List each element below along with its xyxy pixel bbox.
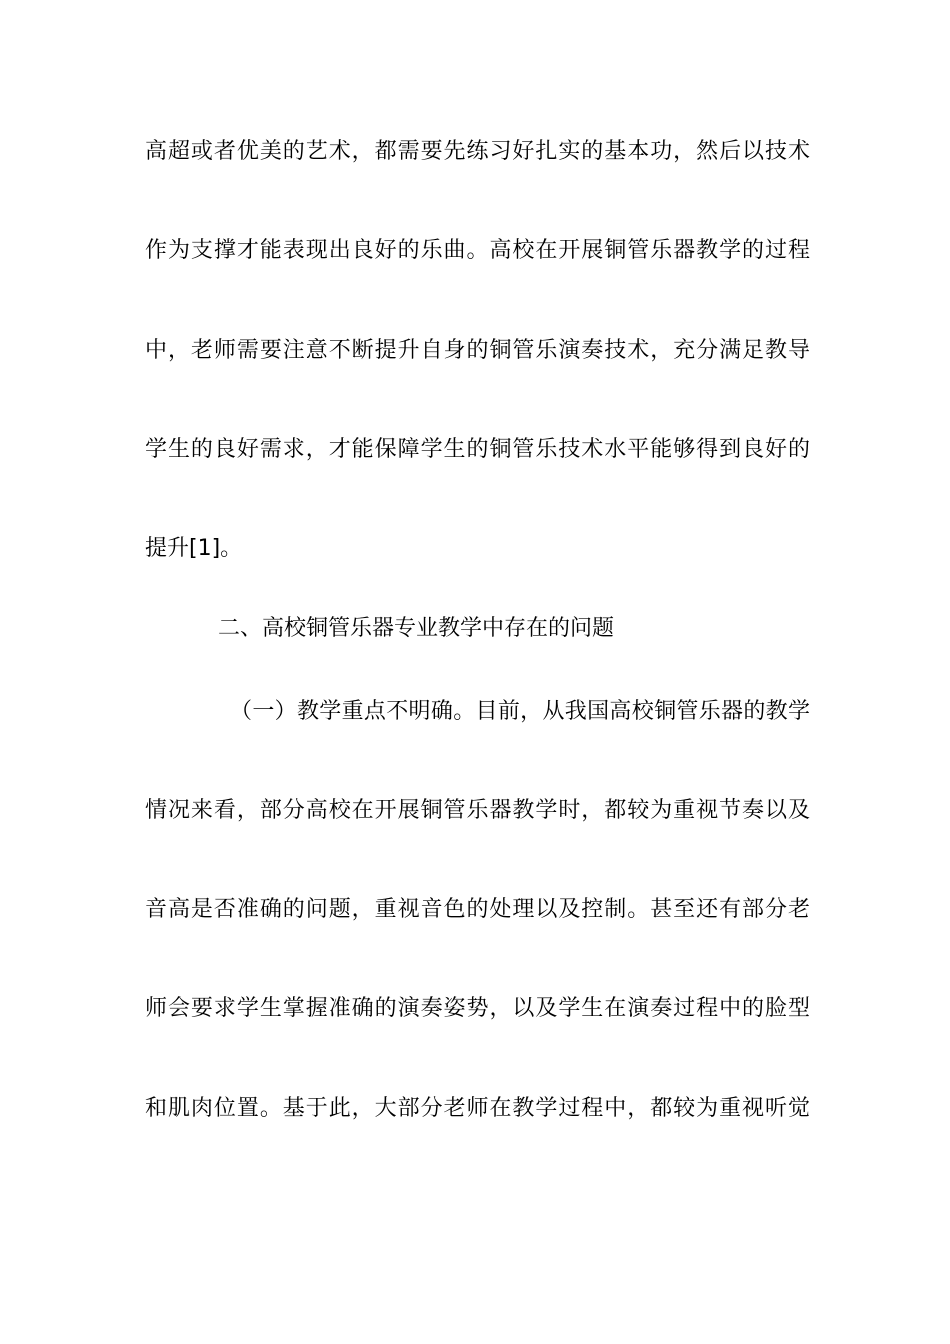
paragraph-line: 音高是否准确的问题，重视音色的处理以及控制。甚至还有部分老 xyxy=(145,897,810,922)
paragraph-line: 高超或者优美的艺术，都需要先练习好扎实的基本功，然后以技术 xyxy=(145,139,810,164)
section-heading: 二、高校铜管乐器专业教学中存在的问题 xyxy=(218,616,615,641)
paragraph-line: 和肌肉位置。基于此，大部分老师在教学过程中，都较为重视听觉 xyxy=(145,1096,810,1121)
paragraph-line: 师会要求学生掌握准确的演奏姿势，以及学生在演奏过程中的脸型 xyxy=(145,996,810,1021)
paragraph-line: 作为支撑才能表现出良好的乐曲。高校在开展铜管乐器教学的过程 xyxy=(145,238,810,263)
paragraph-line: 学生的良好需求，才能保障学生的铜管乐技术水平能够得到良好的 xyxy=(145,437,810,462)
subsection-heading-line: （一）教学重点不明确。目前，从我国高校铜管乐器的教学 xyxy=(230,699,810,724)
paragraph-line: 中，老师需要注意不断提升自身的铜管乐演奏技术，充分满足教导 xyxy=(145,338,810,363)
paragraph-line: 提升[1]。 xyxy=(145,536,243,561)
paragraph-line: 情况来看，部分高校在开展铜管乐器教学时，都较为重视节奏以及 xyxy=(145,798,810,823)
